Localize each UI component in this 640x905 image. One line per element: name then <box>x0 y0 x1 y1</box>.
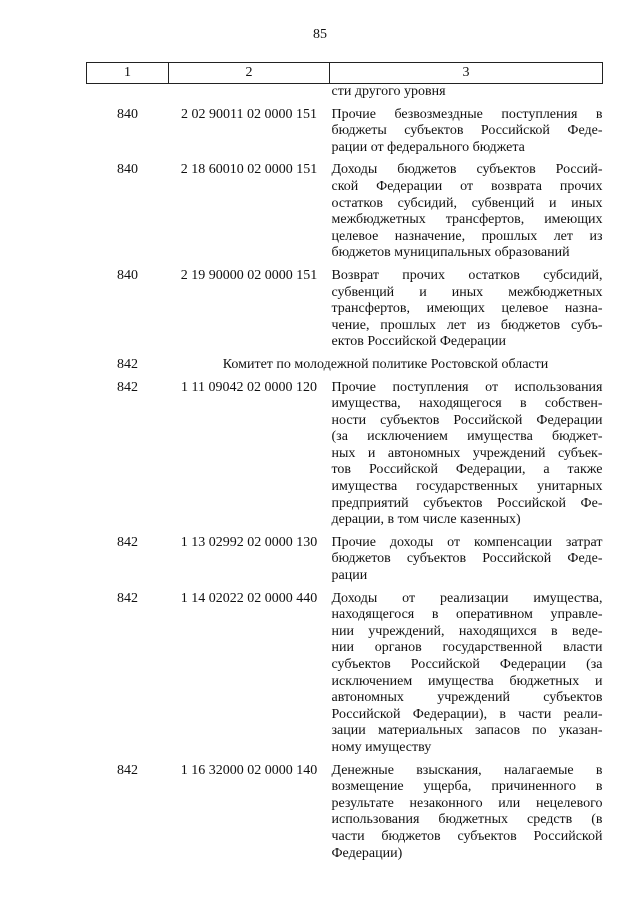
description-line: субвенций и иных межбюджетных <box>331 284 603 300</box>
column-header-1: 1 <box>87 63 169 84</box>
table-row <box>87 162 603 262</box>
description-line: бюджетов субъектов Российской Феде- <box>331 551 603 567</box>
description-line: чение, прошлых лет из бюджетов субъ- <box>331 317 603 333</box>
revenue-description <box>330 535 603 585</box>
table-row <box>87 107 603 157</box>
description-line: целевое назначение, прошлых лет из <box>331 228 603 244</box>
revenue-description <box>330 380 603 529</box>
description-line: ности субъектов Российской Федерации <box>331 412 603 428</box>
admin-code: 842 <box>117 356 138 372</box>
budget-classification-code: 2 19 90000 02 0000 151 <box>180 267 318 283</box>
revenue-codes-table <box>86 62 603 862</box>
description-line: исключением имущества бюджетных и <box>331 673 603 689</box>
description-line: Российской Федерации), в части реали- <box>331 706 603 722</box>
budget-classification-code: 2 02 90011 02 0000 151 <box>181 106 317 122</box>
revenue-description <box>330 763 603 863</box>
description-line: бюджеты субъектов Российской Феде- <box>331 123 603 139</box>
description-line: рации <box>331 568 368 584</box>
description-line: Доходы бюджетов субъектов Россий- <box>331 162 603 178</box>
revenue-description <box>330 591 603 757</box>
description-line: зации материальных запасов по указан- <box>331 723 603 739</box>
description-line: Прочие безвозмездные поступления в <box>331 106 603 122</box>
description-line: нии учреждений, находящихся в веде- <box>331 623 603 639</box>
table-row <box>87 591 603 757</box>
description-line: рации от федерального бюджета <box>331 139 525 155</box>
admin-code: 842 <box>117 590 138 606</box>
continuation-row <box>87 84 603 101</box>
description-line: остатков субсидий, субвенций и иных <box>331 195 603 211</box>
description-line: субъектов Российской Федерации (за <box>331 657 603 672</box>
description-line: межбюджетных трансфертов, имеющих <box>331 212 603 228</box>
admin-code: 840 <box>117 267 138 283</box>
budget-classification-code: 1 13 02992 02 0000 130 <box>180 534 318 550</box>
description-line: Денежные взыскания, налагаемые в <box>331 762 603 778</box>
description-line: бюджетов муниципальных образований <box>331 245 570 261</box>
table-row <box>87 535 603 585</box>
description-line: использования бюджетных средств (в <box>331 812 603 828</box>
description-line: автономных учреждений субъектов <box>331 690 603 706</box>
description-line: нии органов государственной власти <box>331 640 603 656</box>
description-line: имущества государственных унитарных <box>331 479 603 495</box>
admin-code: 840 <box>117 106 138 122</box>
revenue-description <box>330 162 603 262</box>
description-line: имущества, находящегося в собствен- <box>331 396 603 412</box>
description-line: части бюджетов субъектов Российской <box>331 828 603 844</box>
budget-classification-code: 1 14 02022 02 0000 440 <box>180 590 318 606</box>
description-line: Прочие поступления от использования <box>331 379 603 395</box>
column-header-3: 3 <box>330 63 603 84</box>
continuation-text: сти другого уровня <box>331 84 446 99</box>
description-line: результате незаконного или нецелевого <box>331 795 603 811</box>
description-line: Федерации) <box>331 845 403 861</box>
description-line: (за исключением имущества бюджет- <box>331 429 603 445</box>
description-line: возмещение ущерба, причиненного в <box>331 779 603 795</box>
table-body <box>87 84 603 863</box>
budget-classification-code: 2 18 60010 02 0000 151 <box>180 162 318 178</box>
description-line: трансфертов, имеющих целевое назна- <box>331 301 603 317</box>
admin-code: 842 <box>117 534 138 550</box>
description-line: тов Российской Федерации, а также <box>331 462 603 478</box>
column-header-2: 2 <box>169 63 330 84</box>
page-number: 85 <box>313 27 327 42</box>
revenue-description <box>330 268 603 351</box>
budget-classification-code: 1 11 09042 02 0000 120 <box>181 379 317 395</box>
table-row <box>87 380 603 529</box>
description-line: ектов Российской Федерации <box>331 334 506 350</box>
section-heading: Комитет по молодежной политике Ростовской области <box>222 356 549 372</box>
description-line: дерации, в том числе казенных) <box>331 512 521 528</box>
description-line: ской Федерации от возврата прочих <box>331 178 603 194</box>
description-line: Прочие доходы от компенсации затрат <box>331 534 603 550</box>
table-header-row <box>87 63 603 84</box>
description-line: Возврат прочих остатков субсидий, <box>331 267 603 283</box>
admin-code: 842 <box>117 379 138 395</box>
admin-code: 840 <box>117 162 138 178</box>
description-line: ных и автономных учреждений субъек- <box>331 445 603 461</box>
budget-classification-code: 1 16 32000 02 0000 140 <box>180 762 318 778</box>
description-line: предприятий субъектов Российской Фе- <box>331 495 603 511</box>
admin-code: 842 <box>117 762 138 778</box>
revenue-description <box>330 107 603 157</box>
description-line: ному имуществу <box>331 739 432 755</box>
table-row <box>87 357 603 374</box>
description-line: Доходы от реализации имущества, <box>331 590 603 606</box>
table-row <box>87 763 603 863</box>
description-line: находящегося в оперативном управле- <box>331 607 603 623</box>
table-row <box>87 268 603 351</box>
